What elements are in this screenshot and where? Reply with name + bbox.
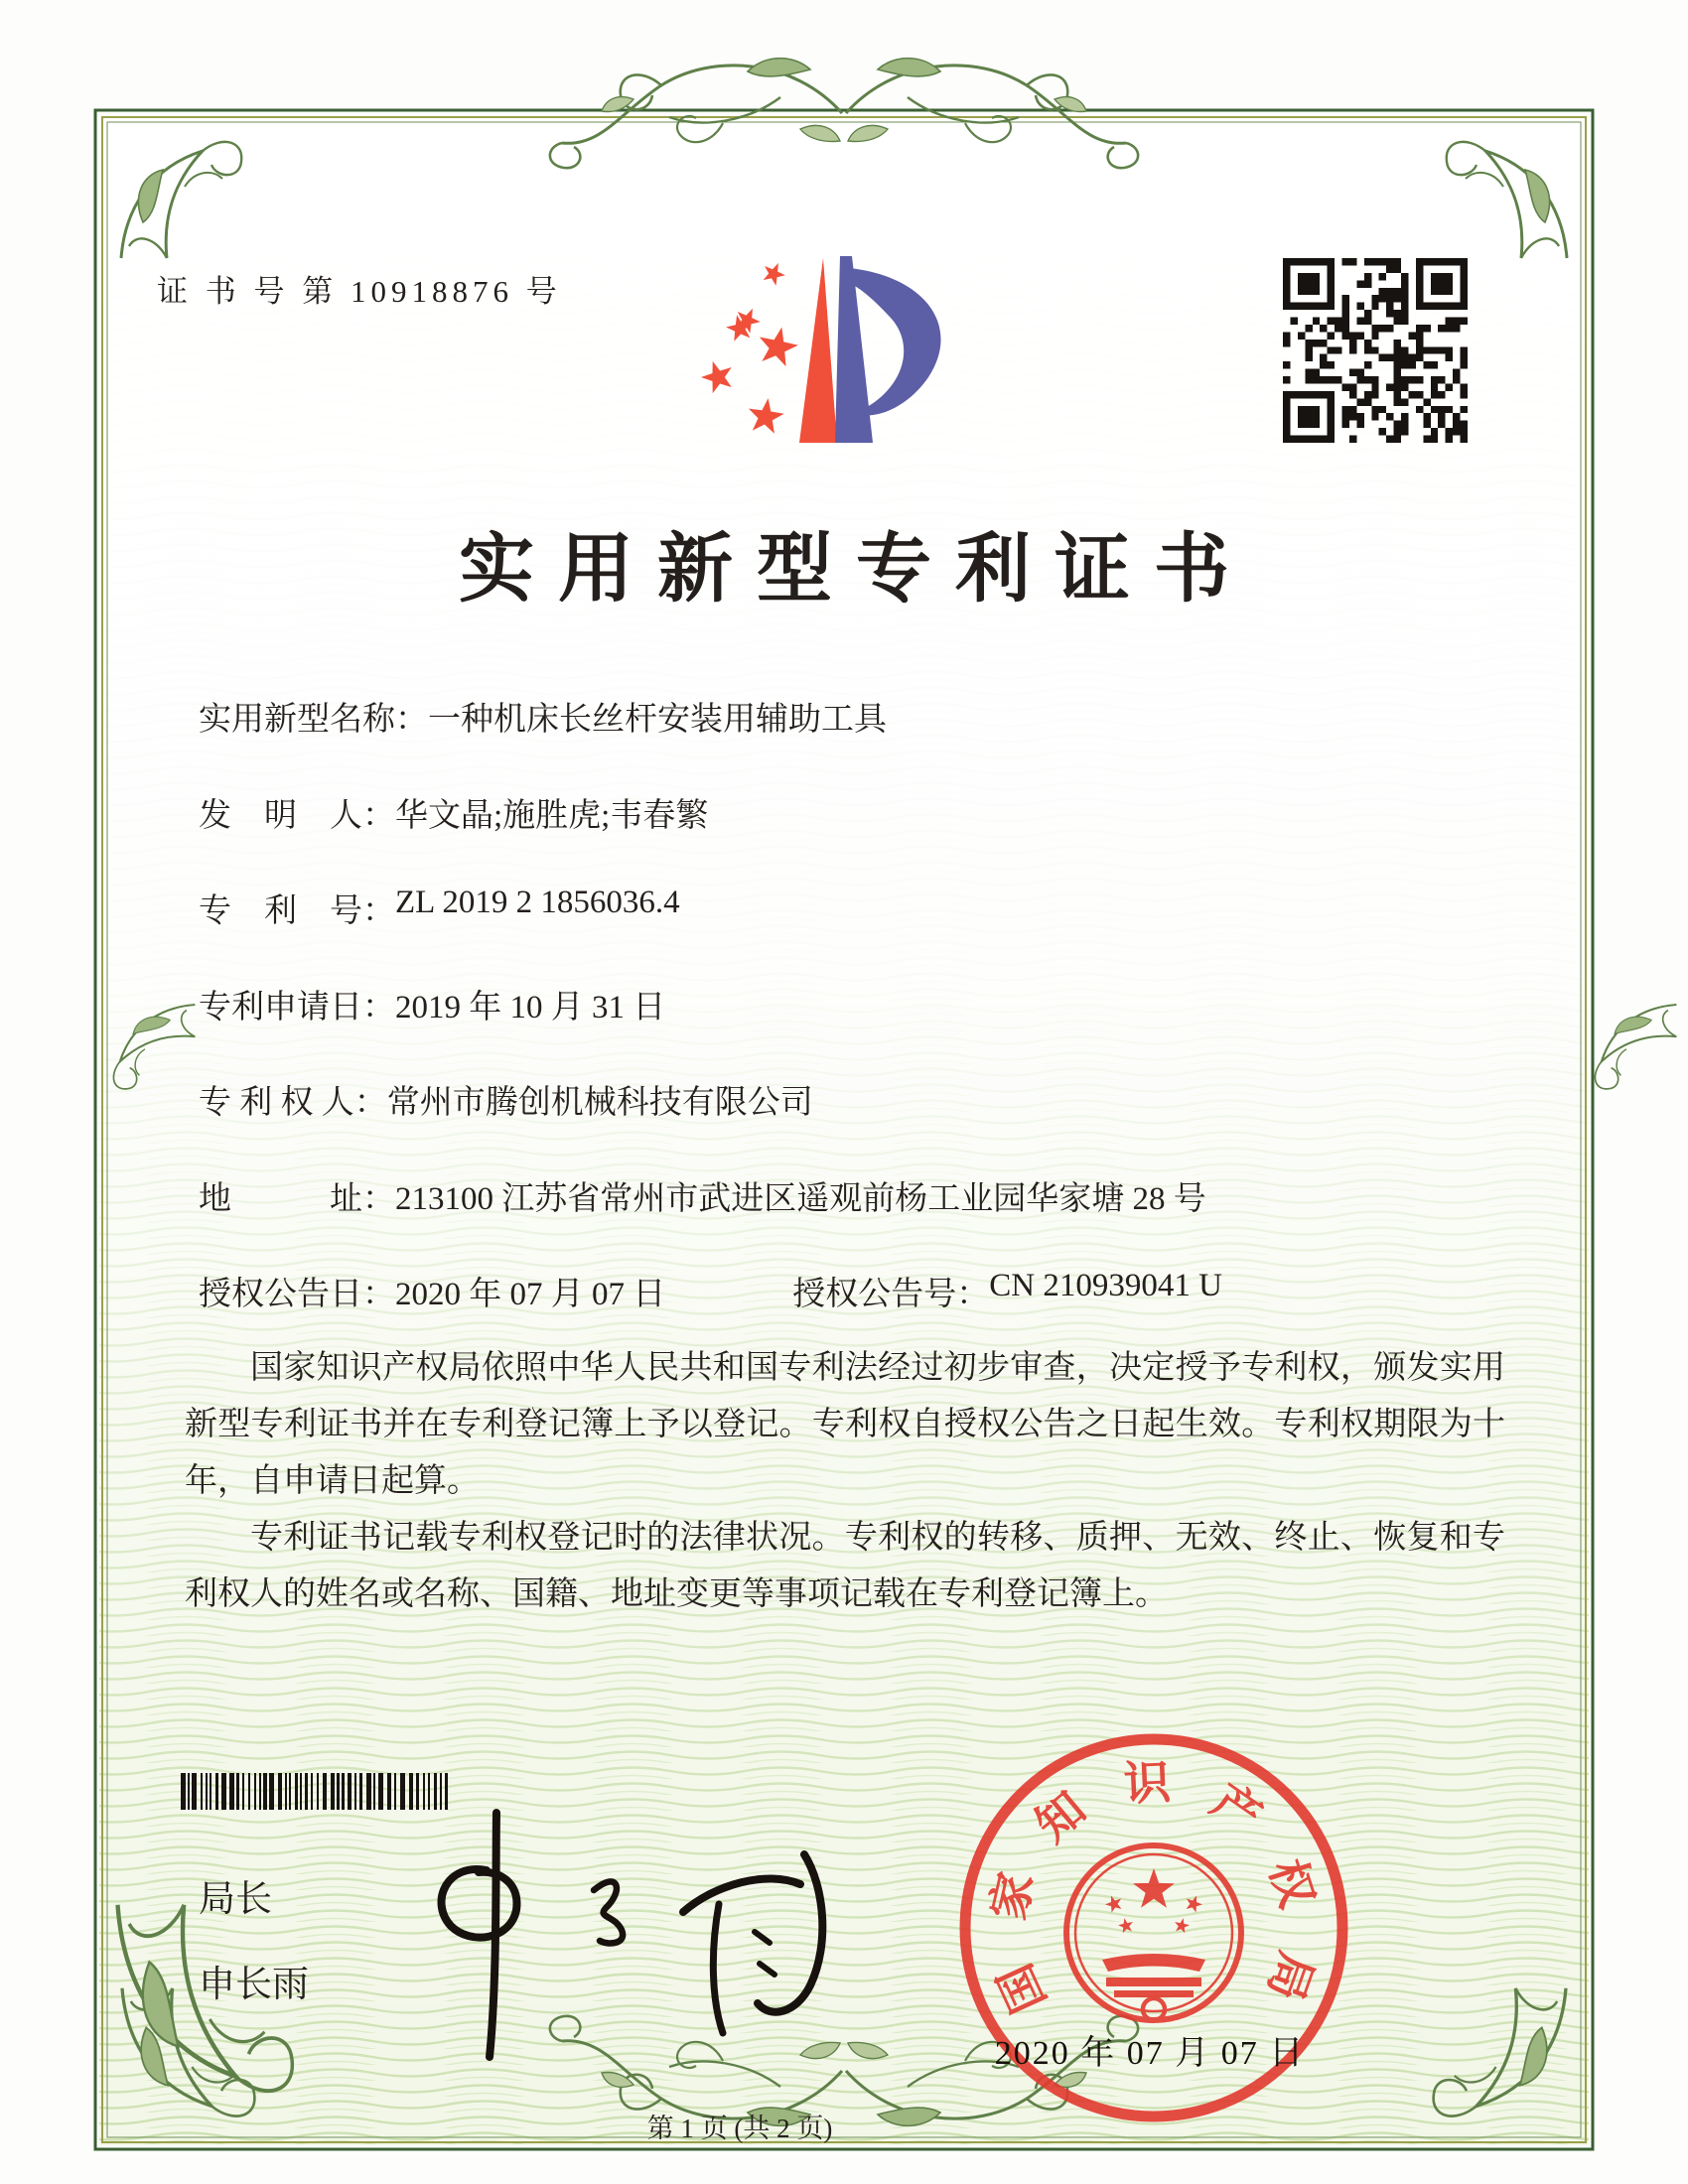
qr-code <box>1283 258 1468 443</box>
grant-number-label: 授权公告号： <box>792 1277 990 1312</box>
field-inventors <box>199 789 1450 886</box>
grant-date-value: 2020 年 07 月 07 日 <box>395 1277 666 1312</box>
cnipa-logo-icon <box>678 226 951 457</box>
legal-paragraph-1: 国家知识产权局依照中华人民共和国专利法经过初步审查，决定授予专利权，颁发实用新型专利证书并在专利登记簿上予以登记。专利权自授权公告之日起生效。专利权期限为十年，自申请日起算。 <box>185 1350 1505 1499</box>
certificate-fields <box>199 693 1450 1364</box>
seal-date: 2020 年 07 月 07 日 <box>994 2035 1306 2072</box>
legal-text <box>185 1340 1505 1623</box>
field-value: ZL 2019 2 1856036.4 <box>395 885 680 920</box>
field-label: 实用新型名称： <box>199 702 428 738</box>
field-utility-model-name <box>199 693 1450 789</box>
field-label: 专利申请日： <box>199 989 395 1025</box>
grant-date-label: 授权公告日： <box>199 1277 395 1312</box>
field-patentee <box>199 1076 1450 1172</box>
field-address <box>199 1172 1450 1269</box>
legal-paragraph-2: 专利证书记载专利权登记时的法律状况。专利权的转移、质押、无效、终止、恢复和专利权人的姓名或名称、国籍、地址变更等事项记载在专利登记簿上。 <box>185 1520 1505 1612</box>
seal-text: 国家知识产权局 <box>983 1757 1323 2020</box>
field-value: 2019 年 10 月 31 日 <box>395 989 666 1025</box>
commissioner-title: 局长 <box>199 1878 272 1919</box>
certificate-title: 实用新型专利证书 <box>459 528 1253 612</box>
field-value: 一种机床长丝杆安装用辅助工具 <box>428 702 887 738</box>
field-patent-number <box>199 885 1450 981</box>
commissioner-name: 申长雨 <box>199 1964 309 2004</box>
certificate-number: 证 书 号 第 10918876 号 <box>157 274 562 309</box>
field-value: 华文晶;施胜虎;韦春繁 <box>395 797 709 834</box>
grant-number-value: CN 210939041 U <box>989 1268 1222 1303</box>
field-label: 地 址： <box>199 1180 395 1217</box>
field-filing-date <box>199 981 1450 1077</box>
handwritten-signature <box>369 1793 846 2071</box>
field-value: 213100 江苏省常州市武进区遥观前杨工业园华家塘 28 号 <box>395 1180 1206 1217</box>
field-label: 专 利 权 人： <box>199 1085 387 1121</box>
field-label: 发 明 人： <box>199 797 395 834</box>
field-value: 常州市腾创机械科技有限公司 <box>386 1085 813 1121</box>
page-footer: 第 1 页 (共 2 页) <box>646 2114 833 2143</box>
field-label: 专 利 号： <box>199 893 395 929</box>
